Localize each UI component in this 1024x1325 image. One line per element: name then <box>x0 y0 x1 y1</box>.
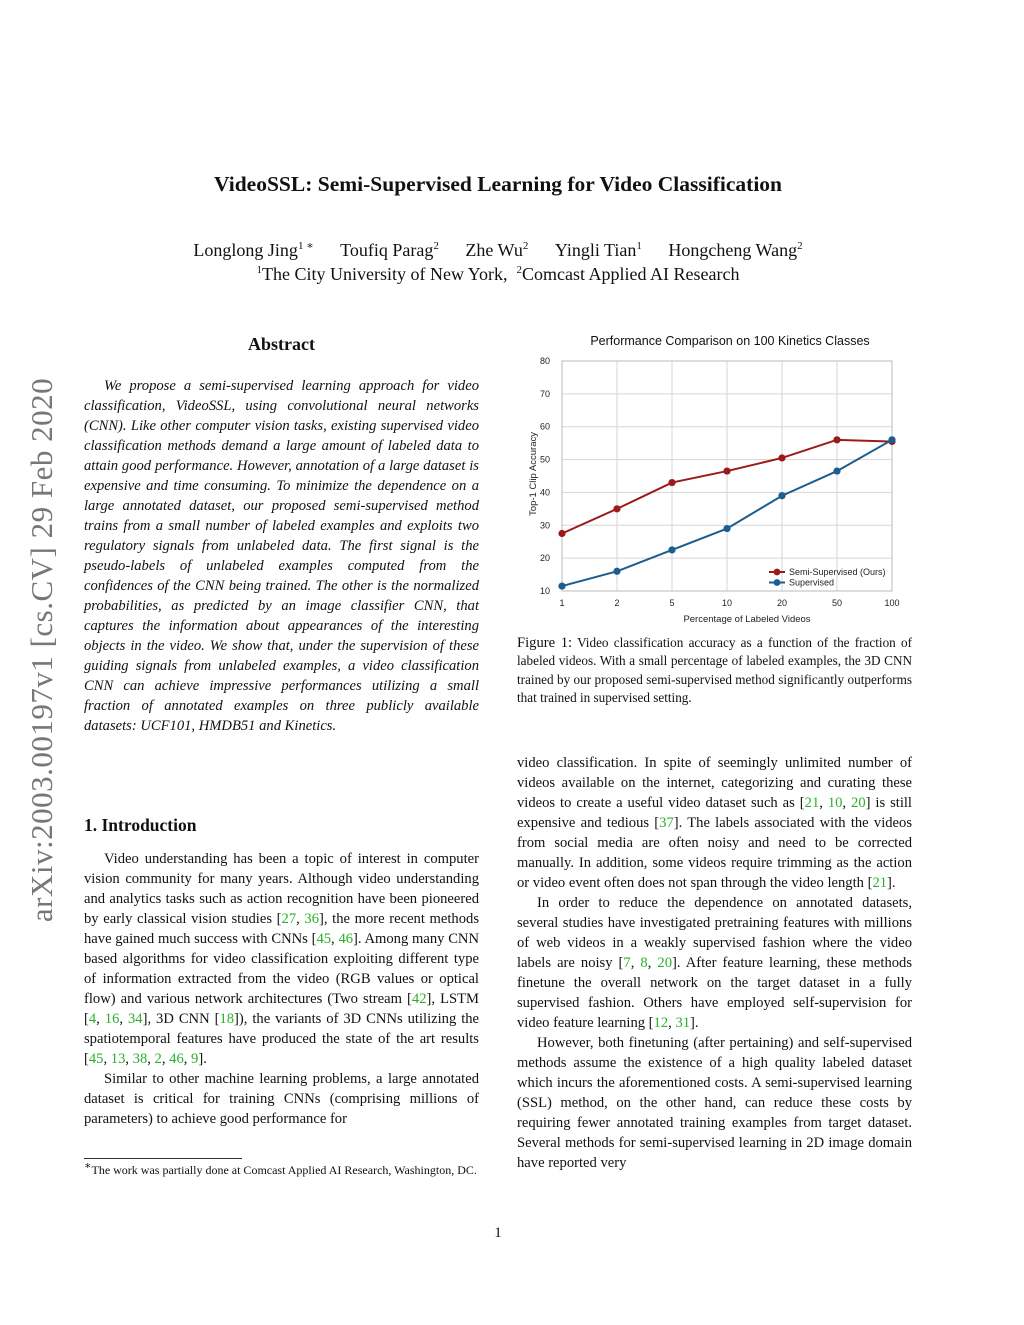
accuracy-chart <box>517 328 912 628</box>
citation-link[interactable]: 34 <box>127 1011 143 1027</box>
data-point <box>888 436 895 443</box>
x-tick-label: 100 <box>884 598 900 608</box>
author: Toufiq Parag$^2$ <box>340 240 439 260</box>
author: Yingli Tian$^1$ <box>554 240 642 260</box>
citation-link[interactable]: 45 <box>316 931 332 947</box>
y-tick-label: 10 <box>539 586 550 596</box>
data-point <box>613 505 620 512</box>
paragraph: Video understanding has been a topic of interest in computer vision community for many years. Although video understanding and analytics tasks such as action recognition have been pioneered by early classical vision studies [27, 36], the more recent methods have gained much success with CNNs [45, 46]. Among many CNN based algorithms for video classification exploiting different type of information extracted from the video (RGB values or optical flow) and various network architectures (Two stream [42], LSTM [4, 16, 34], 3D CNN [18]), the variants of 3D CNNs utilizing the spatiotemporal features have produced the state of the art results [45, 13, 38, 2, 46, 9]. <box>84 851 480 1067</box>
data-point <box>613 568 620 575</box>
y-tick-label: 60 <box>539 421 550 432</box>
legend-label: Semi-Supervised (Ours) <box>789 567 886 577</box>
data-point <box>778 454 785 461</box>
paragraph: In order to reduce the dependence on annotated datasets, several studies have investigated pretraining features with millions of web videos in a weakly supervised fashion where the video labels are noisy [7, 8, 20]. After feature learning, these methods finetune the overall network on the target dataset in a fully supervised fashion. Others have employed self-supervision for video feature learning [12, 31]. <box>517 895 913 1031</box>
citation-link[interactable]: 46 <box>169 1051 184 1067</box>
paragraph: Similar to other machine learning problems, a large annotated dataset is critical for training CNNs (comprising millions of parameters) to achieve good performance for <box>84 1071 479 1127</box>
citation-link[interactable]: 4 <box>88 1011 97 1027</box>
abstract-text: We propose a semi-supervised learning approach for video classification, VideoSSL, using convolutional neural networks (CNN). Like other computer vision tasks, existing supervised video classification methods demand a large amount of labeled data to attain good performance. However, annotation of a large dataset is expensive and time consuming. To minimize the dependence on a large annotated dataset, our proposed semi-supervised method trains from a small number of labeled examples and exploits two regulatory signals from unlabeled data. The first signal is the pseudo-labels of unlabeled examples computed from the confidences of the CNN being trained. The other is the normalized probabilities, as predicted by an image classifier CNN, that captures the information about appearances of the interesting objects in the video. We show that, under the supervision of these guiding signals from unlabeled examples, a video classification CNN can achieve impressive performances utilizing a small fraction of annotated examples on three publicly available datasets: UCF101, HMDB51 and Kinetics. <box>84 378 479 734</box>
paper-title: VideoSSL: Semi-Supervised Learning for Video Classification <box>214 172 782 196</box>
y-tick-label: 70 <box>539 388 550 399</box>
arxiv-identifier <box>12 350 72 950</box>
legend-swatch <box>774 579 781 586</box>
data-point <box>558 530 565 537</box>
citation-link[interactable]: 46 <box>338 931 354 947</box>
citation-link[interactable]: 12 <box>653 1015 669 1031</box>
citation-link[interactable]: 7 <box>623 955 631 971</box>
citation-link[interactable]: 13 <box>110 1051 126 1067</box>
data-point <box>668 546 675 553</box>
y-tick-labels <box>540 356 550 596</box>
data-point <box>668 479 675 486</box>
paragraph: However, both finetuning (after pertaining) and self-supervised methods assume the existence of a high quality labeled dataset which incurs the aforementioned costs. A semi-supervised learning (SSL) method, on the other hand, can reduce these costs by requiring fewer annotated training examples from target dataset. Several methods for semi-supervised learning in 2D image domain have reported very <box>517 1035 912 1171</box>
caption-label: Figure 1: <box>517 635 573 651</box>
x-tick-label: 20 <box>776 598 788 608</box>
arxiv-identifier-text: arXiv:2003.00197v1 [cs.CV] 29 Feb 2020 <box>24 377 59 923</box>
citation-link[interactable]: 37 <box>659 815 674 831</box>
citation-link[interactable]: 36 <box>304 911 319 927</box>
citation-link[interactable]: 16 <box>104 1011 120 1027</box>
y-tick-label: 80 <box>539 356 550 366</box>
footnote-rule <box>84 1158 242 1159</box>
x-tick-labels <box>559 598 899 608</box>
author: Hongcheng Wang$^2$ <box>668 240 803 260</box>
footnote: ∗The work was partially done at Comcast Applied AI Research, Washington, DC. <box>84 1160 477 1177</box>
x-tick-label: 1 <box>559 598 565 608</box>
x-tick-label: 10 <box>721 598 733 608</box>
right-column-body <box>517 753 912 1173</box>
citation-link[interactable]: 42 <box>411 991 427 1007</box>
data-point <box>723 467 730 474</box>
citation-link[interactable]: 9 <box>191 1051 199 1067</box>
citation-link[interactable]: 20 <box>851 795 866 811</box>
legend-label: Supervised <box>789 577 835 588</box>
data-point <box>833 467 840 474</box>
affiliations: $^1$The City University of New York, $^2$Comcast Applied AI Research <box>256 264 740 284</box>
citation-link[interactable]: 21 <box>804 795 820 811</box>
citation-link[interactable]: 27 <box>281 911 297 927</box>
author-list <box>0 240 996 261</box>
author: Longlong Jing$^{1 ∗}$ <box>193 240 314 260</box>
citation-link[interactable]: 10 <box>827 795 843 811</box>
affiliation-2: Comcast Applied AI Research <box>522 264 740 284</box>
y-tick-label: 40 <box>539 487 550 498</box>
citation-link[interactable]: 45 <box>88 1051 104 1067</box>
data-point <box>558 582 565 589</box>
citation-link[interactable]: 2 <box>154 1051 162 1067</box>
data-point <box>833 436 840 443</box>
y-axis-label: Top-1 Clip Accuracy <box>528 432 539 516</box>
citation-link[interactable]: 31 <box>675 1015 691 1031</box>
citation-link[interactable]: 18 <box>219 1011 235 1027</box>
x-tick-label: 2 <box>614 598 620 608</box>
x-tick-label: 50 <box>831 598 843 608</box>
page-number: 1 <box>494 1225 502 1241</box>
x-tick-label: 5 <box>669 598 675 608</box>
data-point <box>723 525 730 532</box>
y-tick-label: 20 <box>539 553 550 564</box>
citation-link[interactable]: 21 <box>872 875 888 891</box>
data-point <box>778 492 785 499</box>
figure-caption <box>517 634 912 708</box>
chart-legend <box>769 567 886 588</box>
y-tick-label: 30 <box>539 520 550 531</box>
citation-link[interactable]: 8 <box>640 955 648 971</box>
citation-link[interactable]: 20 <box>657 955 672 971</box>
abstract-heading: Abstract <box>248 334 315 354</box>
citation-link[interactable]: 38 <box>132 1051 148 1067</box>
author: Zhe Wu$^2$ <box>465 240 529 260</box>
y-tick-label: 50 <box>539 454 550 465</box>
chart-title: Performance Comparison on 100 Kinetics Classes <box>590 334 870 348</box>
caption-text: Video classification accuracy as a function of the fraction of labeled videos. With a small percentage of labeled examples, the 3D CNN trained by our proposed semi-supervised method significantly outperforms that trained in supervised setting. <box>517 635 913 706</box>
introduction-body <box>84 849 479 1129</box>
chart-grid <box>562 361 892 591</box>
affiliation-1: The City University of New York, <box>262 264 508 284</box>
section-heading-introduction: 1. Introduction <box>84 815 197 835</box>
paragraph: video classification. In spite of seemingly unlimited number of videos available on the internet, categorizing and curating these videos to create a useful video dataset such as [21, 10, 20] is still expensive and tedious [37]. The labels associated with the videos from social media are often noisy and need to be corrected manually. In addition, some videos require trimming as the action or video event often does not span through the video length [21]. <box>517 755 912 891</box>
x-axis-label: Percentage of Labeled Videos <box>683 614 811 625</box>
legend-swatch <box>774 569 781 576</box>
